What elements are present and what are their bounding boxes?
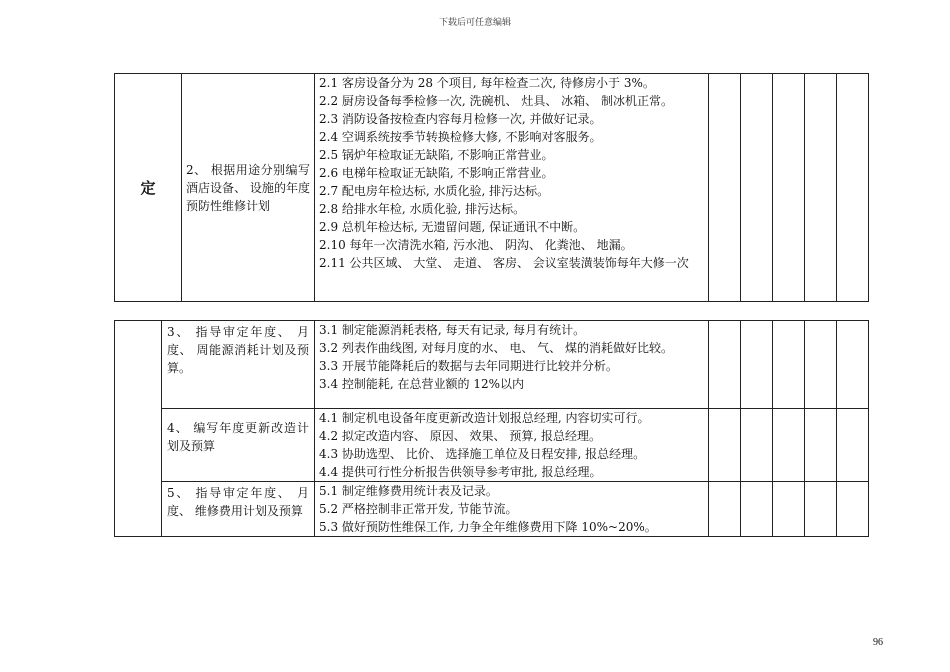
list-item: 2.7 配电房年检达标, 水质化验, 排污达标。	[319, 184, 550, 198]
items-cell	[315, 74, 709, 302]
list-item: 5.3 做好预防性维保工作, 力争全年维修费用下降 10%~20%。	[319, 520, 657, 534]
list-item: 4.3 协助选型、 比价、 选择施工单位及日程安排, 报总经理。	[319, 447, 646, 461]
blank-cell	[773, 409, 805, 482]
items-cell	[315, 409, 709, 482]
project-cell: 2、 根据用途分别编写酒店设备、 设施的年度预防性维修计划	[182, 74, 315, 302]
items-cell	[315, 482, 709, 537]
list-item: 2.10 每年一次清洗水箱, 污水池、 阴沟、 化粪池、 地漏。	[319, 238, 633, 252]
list-item: 2.6 电梯年检取证无缺陷, 不影响正常营业。	[319, 166, 554, 180]
list-item: 2.9 总机年检达标, 无遗留问题, 保证通讯不中断。	[319, 220, 586, 234]
blank-cell	[709, 321, 741, 409]
list-item: 2.3 消防设备按检查内容每月检修一次, 并做好记录。	[319, 112, 602, 126]
list-item: 5.1 制定维修费用统计表及记录。	[319, 484, 498, 498]
blank-cell	[837, 74, 869, 302]
blank-cell	[741, 74, 773, 302]
header-note: 下载后可任意编辑	[438, 18, 511, 28]
list-item: 2.1 客房设备分为 28 个项目, 每年检查二次, 待修房小于 3%。	[319, 76, 655, 90]
blank-cell	[773, 321, 805, 409]
list-item: 2.11 公共区域、 大堂、 走道、 客房、 会议室装潢装饰每年大修一次	[319, 256, 689, 270]
list-item: 2.5 锅炉年检取证无缺陷, 不影响正常营业。	[319, 148, 554, 162]
blank-cell	[773, 74, 805, 302]
project-cell: 4、 编写年度更新改造计划及预算	[162, 409, 315, 482]
list-item: 2.4 空调系统按季节转换检修大修, 不影响对客服务。	[319, 130, 602, 144]
blank-cell	[741, 321, 773, 409]
list-item: 3.4 控制能耗, 在总营业额的 12%以内	[319, 377, 525, 391]
list-item: 5.2 严格控制非正常开发, 节能节流。	[319, 502, 518, 516]
project-cell: 5、 指导审定年度、 月度、 维修费用计划及预算	[162, 482, 315, 537]
blank-cell	[709, 409, 741, 482]
blank-cell	[837, 321, 869, 409]
list-item: 3.1 制定能源消耗表格, 每天有记录, 每月有统计。	[319, 323, 586, 337]
list-item: 3.2 列表作曲线图, 对每月度的水、 电、 气、 煤的消耗做好比较。	[319, 341, 673, 355]
project-cell: 3、 指导审定年度、 月度、 周能源消耗计划及预算。	[162, 321, 315, 409]
blank-cell	[837, 409, 869, 482]
category-cell: 定	[115, 74, 182, 302]
list-item: 4.4 提供可行性分析报告供领导参考审批, 报总经理。	[319, 465, 602, 479]
list-item: 2.8 给排水年检, 水质化验, 排污达标。	[319, 202, 526, 216]
blank-cell	[741, 409, 773, 482]
list-item: 4.1 制定机电设备年度更新改造计划报总经理, 内容切实可行。	[319, 411, 650, 425]
blank-cell	[805, 74, 837, 302]
category-cell-empty	[115, 321, 162, 537]
page-number: 96	[873, 637, 883, 648]
blank-cell	[709, 74, 741, 302]
maintenance-plan-table-2	[114, 320, 869, 537]
list-item: 4.2 拟定改造内容、 原因、 效果、 预算, 报总经理。	[319, 429, 601, 443]
blank-cell	[805, 321, 837, 409]
blank-cell	[805, 482, 837, 537]
blank-cell	[741, 482, 773, 537]
blank-cell	[837, 482, 869, 537]
list-item: 3.3 开展节能降耗后的数据与去年同期进行比较并分析。	[319, 359, 618, 373]
list-item: 2.2 厨房设备每季检修一次, 洗碗机、 灶具、 冰箱、 制冰机正常。	[319, 94, 673, 108]
maintenance-plan-table-1	[114, 73, 869, 302]
blank-cell	[773, 482, 805, 537]
blank-cell	[805, 409, 837, 482]
items-cell	[315, 321, 709, 409]
blank-cell	[709, 482, 741, 537]
